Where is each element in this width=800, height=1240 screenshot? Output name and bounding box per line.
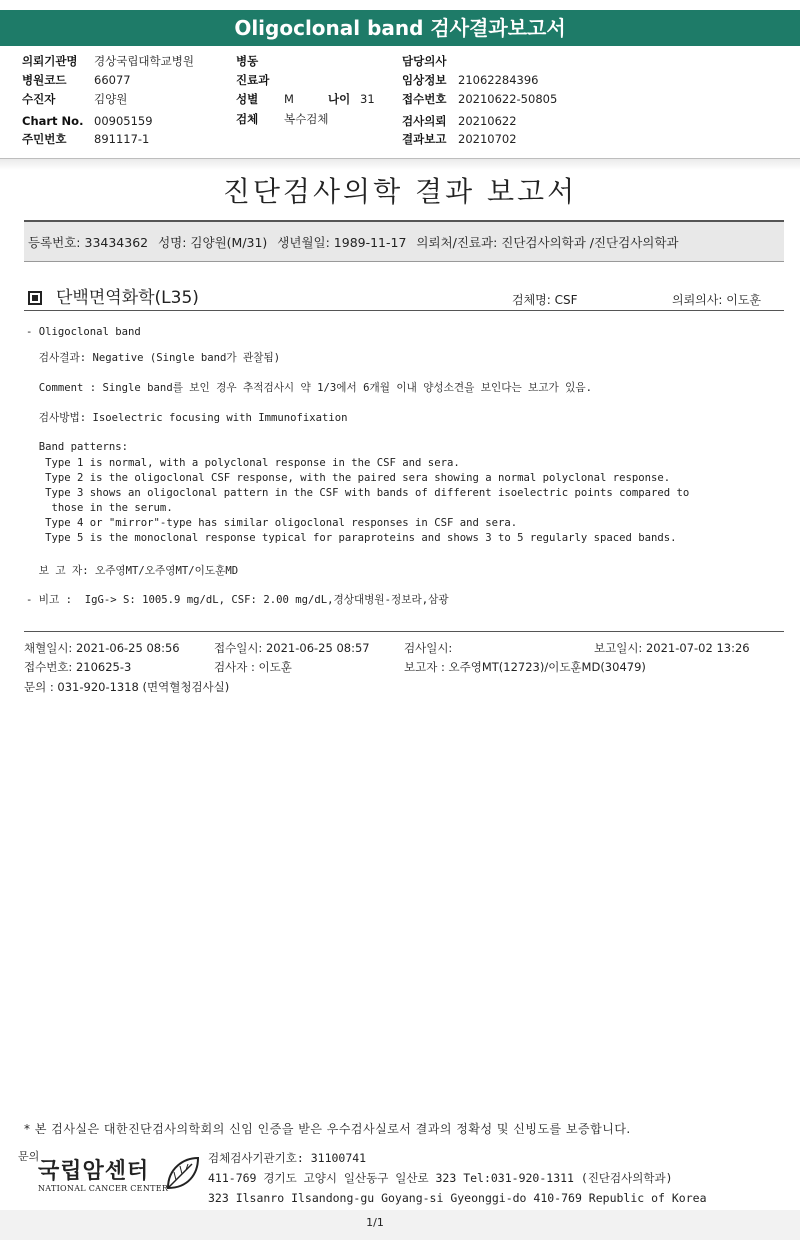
chart-no-label: Chart No.: [22, 114, 84, 128]
received-time: 접수일시: 2021-06-25 08:57: [214, 641, 370, 655]
section-title: 단백면역화학(L35): [56, 288, 199, 308]
patient-name: 성명: 김양원(M/31): [158, 235, 268, 250]
banner-title: Oligoclonal band 검사결과보고서: [0, 10, 800, 46]
body-line: Type 2 is the oligoclonal CSF response, with the paired sera showing a normal polyclonal response.: [26, 472, 671, 484]
body-line: 검사결과: Negative (Single band가 관찰됨): [26, 352, 281, 364]
registration-number: 등록번호: 33434362: [28, 235, 149, 250]
footer-receipt-no: 접수번호: 210625-3: [24, 660, 132, 674]
logo-name-en: NATIONAL CANCER CENTER: [38, 1184, 169, 1193]
report-title: 진단검사의학 결과 보고서: [222, 175, 578, 208]
receipt-no-value: 20210622-50805: [458, 92, 558, 106]
logo-name-ko: 국립암센터: [38, 1159, 150, 1184]
hospital-value: 경상국립대학교병원: [94, 54, 194, 68]
reported-time: 보고일시: 2021-07-02 13:26: [594, 641, 750, 655]
hospital-code-label: 병원코드: [22, 73, 67, 87]
body-line: 검사방법: Isoelectric focusing with Immunofixation: [26, 412, 348, 424]
collected-time: 채혈일시: 2021-06-25 08:56: [24, 641, 180, 655]
square-bullet-icon: [28, 291, 42, 305]
address-block: [208, 1148, 707, 1208]
body-line: Type 4 or "mirror"-type has similar oligoclonal responses in CSF and sera.: [26, 517, 518, 529]
patient-value: 김양원: [94, 92, 128, 106]
body-line: Comment : Single band를 보인 경우 추적검사시 약 1/3에서 6개월 이내 양성소견을 보인다는 보고가 있음.: [26, 382, 592, 394]
inquiry-phone: 문의 : 031-920-1318 (면역혈청검사실): [24, 680, 230, 694]
clinical-info-label: 임상정보: [402, 73, 447, 87]
date-of-birth: 생년월일: 1989-11-17: [277, 235, 407, 250]
certification-notice: * 본 검사실은 대한진단검사의학회의 신임 인증을 받은 우수검사실로서 결과의 정확성 및 신빙도를 보증합니다.: [24, 1122, 631, 1136]
age-value: 31: [360, 92, 375, 106]
doctor-label: 담당의사: [402, 54, 447, 68]
address-line: 검체검사기관기호: 31100741: [208, 1151, 367, 1165]
section-doctor: 의뢰의사: 이도훈: [672, 293, 762, 307]
logo-inquiry-label: 문의: [18, 1150, 40, 1163]
patient-label: 수진자: [22, 92, 56, 106]
body-line: Type 3 shows an oligoclonal pattern in the CSF with bands of different isoelectric points compared to: [26, 487, 690, 499]
department-label: 진료과: [236, 73, 270, 87]
footer-divider: [24, 631, 784, 632]
top-strip: [0, 0, 800, 10]
test-request-label: 검사의뢰: [402, 114, 447, 128]
meta-block: [22, 52, 782, 152]
hospital-code-value: 66077: [94, 73, 131, 87]
ward-label: 병동: [236, 54, 259, 68]
body-line: - 비고 : IgG-> S: 1005.9 mg/dL, CSF: 2.00 mg/dL,경상대병원-정보라,삼광: [26, 594, 449, 606]
specimen-value: 복수검체: [284, 112, 329, 126]
reporter: 보고자 : 오주영MT(12723)/이도훈MD(30479): [404, 660, 646, 674]
logo: [18, 1148, 198, 1198]
section-specimen: 검체명: CSF: [512, 293, 578, 307]
test-request-value: 20210622: [458, 114, 517, 128]
clinical-info-value: 21062284396: [458, 73, 539, 87]
leaf-icon: [162, 1154, 202, 1194]
tested-time: 검사일시:: [404, 641, 453, 655]
result-report-value: 20210702: [458, 132, 517, 146]
referring-department: 의뢰처/진료과: 진단검사의학과 /진단검사의학과: [416, 235, 679, 250]
age-label: 나이: [328, 92, 351, 106]
body-line: those in the serum.: [26, 502, 173, 514]
specimen-label: 검체: [236, 112, 259, 126]
body-line: Band patterns:: [26, 441, 129, 453]
body-line: 보 고 자: 오주영MT/오주영MT/이도훈MD: [26, 565, 239, 577]
chart-no-value: 00905159: [94, 114, 153, 128]
result-report-label: 결과보고: [402, 132, 447, 146]
resident-no-label: 주민번호: [22, 132, 67, 146]
page-number: 1/1: [366, 1216, 384, 1229]
tester: 검사자 : 이도훈: [214, 660, 292, 674]
address-line: 411-769 경기도 고양시 일산동구 일산로 323 Tel:031-920-1311 (진단검사의학과): [208, 1171, 673, 1185]
sex-label: 성별: [236, 92, 259, 106]
patient-info-bar: [24, 220, 784, 262]
page-separator: [0, 158, 800, 170]
hospital-label: 의뢰기관명: [22, 54, 78, 68]
address-line: 323 Ilsanro Ilsandong-gu Goyang-si Gyeonggi-do 410-769 Republic of Korea: [208, 1191, 707, 1205]
sex-value: M: [284, 92, 294, 106]
receipt-no-label: 접수번호: [402, 92, 447, 106]
body-line: Type 5 is the monoclonal response typical for paraproteins and shows 3 to 5 regularly spaced bands.: [26, 532, 677, 544]
body-line: - Oligoclonal band: [26, 326, 141, 338]
section-header: [24, 287, 784, 311]
body-line: Type 1 is normal, with a polyclonal response in the CSF and sera.: [26, 457, 460, 469]
resident-no-value: 891117-1: [94, 132, 150, 146]
